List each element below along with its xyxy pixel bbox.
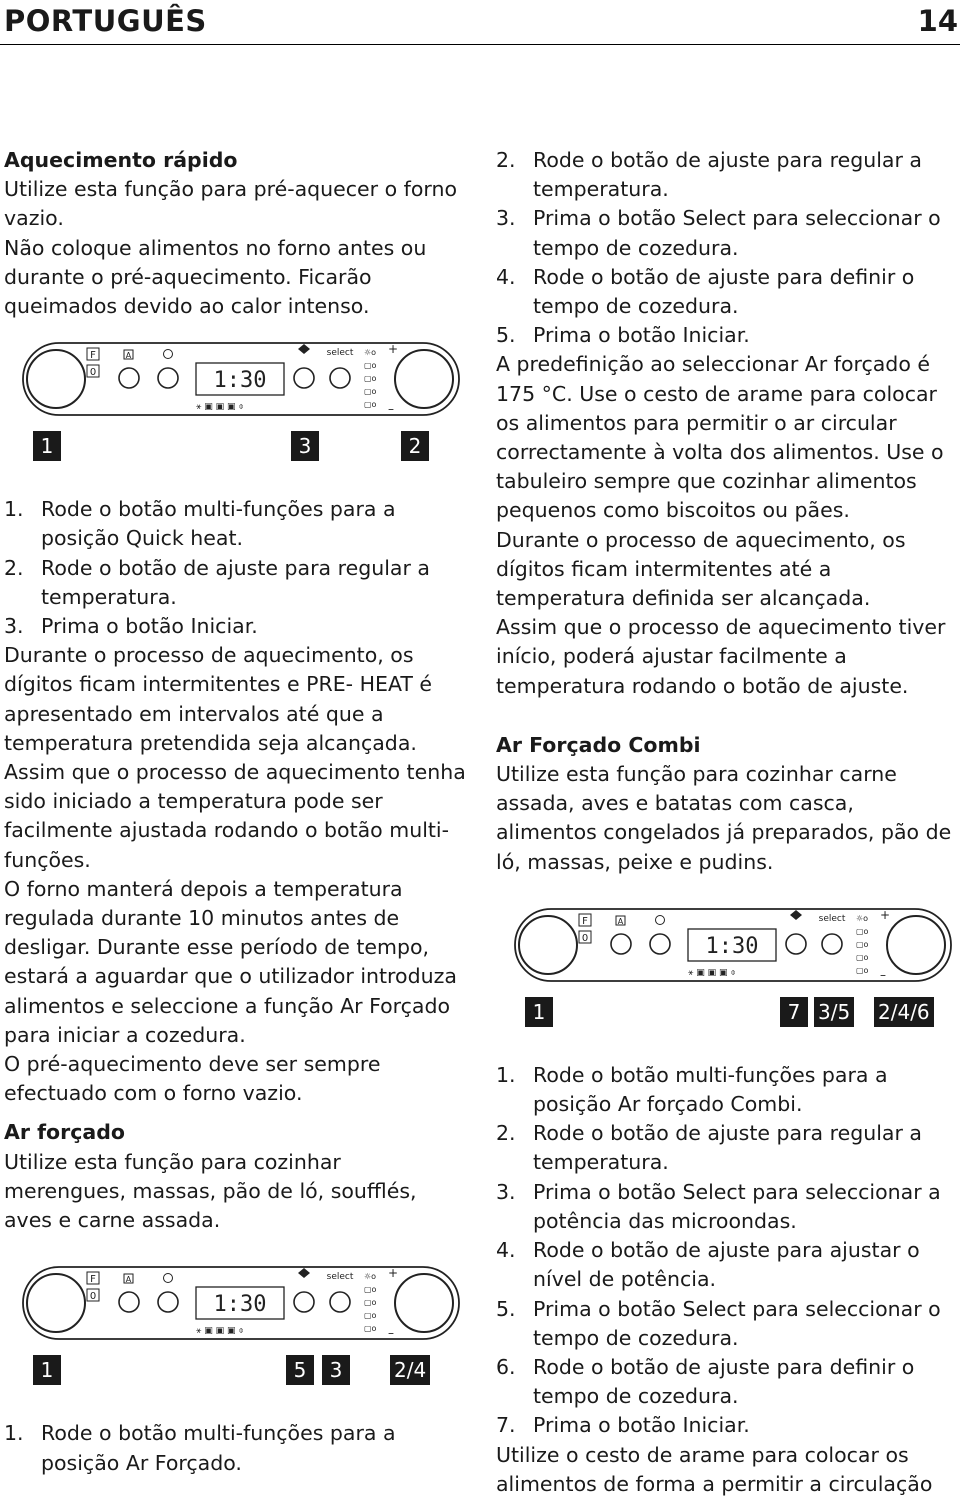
svg-text:▢o: ▢o xyxy=(364,374,377,384)
quick-heat-para-2: Assim que o processo de aquecimento tenha sido iniciado a temperatura pode ser facilmente ajustada rodando o botão multi-funções. xyxy=(4,760,466,872)
minus-label: – xyxy=(388,402,394,417)
callout-label: 2/4/6 xyxy=(874,997,934,1027)
list-item: 4. Rode o botão de ajuste para ajustar o nível de potência. xyxy=(496,1238,920,1292)
quick-heat-warning: Não coloque alimentos no forno antes ou durante o pré-aquecimento. Ficarão queimados devido ao calor intenso. xyxy=(4,235,427,319)
f-button-label: F xyxy=(90,350,96,362)
callout-label: 2/4 xyxy=(390,1355,430,1385)
svg-text:▢o: ▢o xyxy=(856,939,869,949)
section-title-quick-heat: Aquecimento rápido xyxy=(4,148,238,172)
control-panel-diagram xyxy=(22,1265,462,1355)
control-panel-illustration xyxy=(514,907,954,997)
svg-text:select: select xyxy=(818,913,846,924)
timer-button xyxy=(119,368,139,388)
control-panel-diagram xyxy=(514,907,954,997)
control-panel-diagram xyxy=(22,341,462,431)
ar-forcado-para-3: Assim que o processo de aquecimento tiver início, poderá ajustar facilmente a temperatura rodando o botão de ajuste. xyxy=(496,615,946,698)
list-item: 6. Rode o botão de ajuste para definir o tempo de cozedura. xyxy=(496,1354,915,1409)
adjust-knob xyxy=(395,350,453,408)
ar-forcado-steps-cont xyxy=(496,146,958,350)
svg-text:▢o: ▢o xyxy=(364,400,377,410)
callouts-combi xyxy=(514,997,954,1031)
svg-text:1:30: 1:30 xyxy=(213,1292,267,1318)
list-item: 1. Rode o botão multi-funções para a posição Ar forçado Combi. xyxy=(496,1062,888,1117)
svg-text:▢o: ▢o xyxy=(856,965,869,975)
quick-heat-para-4: O pré-aquecimento deve ser sempre efectuado com o forno vazio. xyxy=(4,1052,381,1106)
list-item: 3. Prima o botão Select para seleccionar o tempo de cozedura. xyxy=(496,206,941,260)
list-item: 1. Rode o botão multi-funções para a posição Quick heat. xyxy=(4,497,396,551)
svg-text:F: F xyxy=(582,915,588,927)
callout-label: 2 xyxy=(401,431,429,461)
quick-heat-steps xyxy=(4,495,466,641)
list-item: 2. Rode o botão de ajuste para regular a temperatura. xyxy=(496,148,922,202)
list-item: 7. Prima o botão Iniciar. xyxy=(496,1413,750,1438)
svg-text:+: + xyxy=(388,1266,399,1281)
a-indicator-label: A xyxy=(125,351,132,361)
svg-text:0: 0 xyxy=(89,1291,97,1303)
callout-label: 1 xyxy=(33,431,61,461)
svg-text:–: – xyxy=(388,1326,394,1341)
language-title: PORTUGUÊS xyxy=(4,4,207,38)
list-item: 4. Rode o botão de ajuste para definir o tempo de cozedura. xyxy=(496,264,915,319)
page-header xyxy=(0,0,960,45)
callout-label: 3/5 xyxy=(814,997,854,1027)
svg-text:▢o: ▢o xyxy=(364,387,377,397)
section-title-ar-forcado: Ar forçado xyxy=(4,1120,125,1145)
list-item: 5. Prima o botão Select para seleccionar o tempo de cozedura. xyxy=(496,1296,941,1350)
quick-heat-para-3: O forno manterá depois a temperatura regulada durante 10 minutos antes de desligar. Durante esse período de tempo, estará a aguardar que o utilizador introduza alimentos e seleccione a função Ar Forçado para iniciar a cozedura. xyxy=(4,876,457,1047)
svg-text:☼o: ☼o xyxy=(364,348,377,358)
svg-text:F: F xyxy=(90,1274,96,1286)
left-column xyxy=(4,146,466,1478)
select-button xyxy=(330,368,350,388)
callout-label: 1 xyxy=(33,1355,61,1385)
zero-button-label: 0 xyxy=(89,367,97,379)
svg-text:☼o: ☼o xyxy=(856,913,869,923)
combi-para-1: Utilize o cesto de arame para colocar os alimentos de forma a permitir a circulação xyxy=(496,1442,933,1496)
callout-label: 5 xyxy=(286,1355,314,1385)
svg-text:⚹ ▣ ▣ ▣ ⌽: ⚹ ▣ ▣ ▣ ⌽ xyxy=(688,967,736,978)
control-panel-illustration xyxy=(22,341,462,431)
svg-text:select: select xyxy=(326,1272,354,1283)
multifunction-knob xyxy=(27,350,85,408)
display-symbols: ⚹ ▣ ▣ ▣ ⌽ xyxy=(196,402,244,413)
combi-steps xyxy=(496,1061,958,1441)
svg-text:▢o: ▢o xyxy=(856,926,869,936)
svg-text:–: – xyxy=(880,967,886,982)
svg-text:▢o: ▢o xyxy=(364,1285,377,1295)
quick-heat-intro: Utilize esta função para pré-aquecer o forno vazio. xyxy=(4,177,458,231)
list-item: 3. Prima o botão Select para seleccionar a potência das microondas. xyxy=(496,1179,941,1233)
start-button xyxy=(294,368,314,388)
svg-text:A: A xyxy=(125,1275,132,1285)
callout-label: 7 xyxy=(780,997,808,1027)
list-item: 3. Prima o botão Iniciar. xyxy=(4,614,258,639)
right-column xyxy=(496,146,958,1499)
ar-forcado-intro: Utilize esta função para cozinhar merengues, massas, pão de ló, soufflés, aves e carne assada. xyxy=(4,1149,417,1233)
svg-text:+: + xyxy=(880,907,891,922)
list-item: 5. Prima o botão Iniciar. xyxy=(496,323,750,348)
callouts-quick-heat xyxy=(22,431,462,465)
select-label: select xyxy=(326,348,354,359)
stop-button xyxy=(158,368,178,388)
ar-forcado-para-1: A predefinição ao seleccionar Ar forçado é 175 °C. Use o cesto de arame para colocar os alimentos para permitir o ar circular correctamente à volta dos alimentos. Use o tabuleiro sempre que cozinhar alimentos pequenos como biscoitos ou pães. xyxy=(496,352,944,523)
control-panel-illustration xyxy=(22,1265,462,1355)
ar-forcado-para-2: Durante o processo de aquecimento, os dígitos ficam intermitentes até a temperatura definida ser alcançada. xyxy=(496,527,906,611)
page-number: 14 xyxy=(917,4,958,38)
list-item: 2. Rode o botão de ajuste para regular a temperatura. xyxy=(4,555,430,609)
svg-text:☼o: ☼o xyxy=(364,1272,377,1282)
section-title-combi: Ar Forçado Combi xyxy=(496,732,701,757)
quick-heat-para-1: Durante o processo de aquecimento, os dígitos ficam intermitentes e PRE- HEAT é apresentado em intervalos até que a temperatura pretendida seja alcançada. xyxy=(4,643,433,755)
combi-intro: Utilize esta função para cozinhar carne assada, aves e batatas com casca, alimentos congelados já preparados, pão de ló, massas, peixe e pudins. xyxy=(496,762,952,874)
svg-text:0: 0 xyxy=(581,932,589,944)
callouts-ar-forcado xyxy=(22,1355,462,1389)
plus-label: + xyxy=(388,342,399,357)
display-time: 1:30 xyxy=(213,368,267,394)
callout-label: 3 xyxy=(322,1355,350,1385)
callout-label: 1 xyxy=(525,997,553,1027)
svg-text:▢o: ▢o xyxy=(364,361,377,371)
ar-forcado-steps xyxy=(4,1419,466,1477)
svg-text:▢o: ▢o xyxy=(856,952,869,962)
list-item: 1. Rode o botão multi-funções para a posição Ar Forçado. xyxy=(4,1421,396,1475)
svg-text:1:30: 1:30 xyxy=(705,933,759,959)
callout-label: 3 xyxy=(291,431,319,461)
svg-text:▢o: ▢o xyxy=(364,1311,377,1321)
svg-text:▢o: ▢o xyxy=(364,1298,377,1308)
svg-text:▢o: ▢o xyxy=(364,1324,377,1334)
svg-text:A: A xyxy=(617,916,624,926)
list-item: 2. Rode o botão de ajuste para regular a temperatura. xyxy=(496,1121,922,1175)
svg-text:⚹ ▣ ▣ ▣ ⌽: ⚹ ▣ ▣ ▣ ⌽ xyxy=(196,1326,244,1337)
